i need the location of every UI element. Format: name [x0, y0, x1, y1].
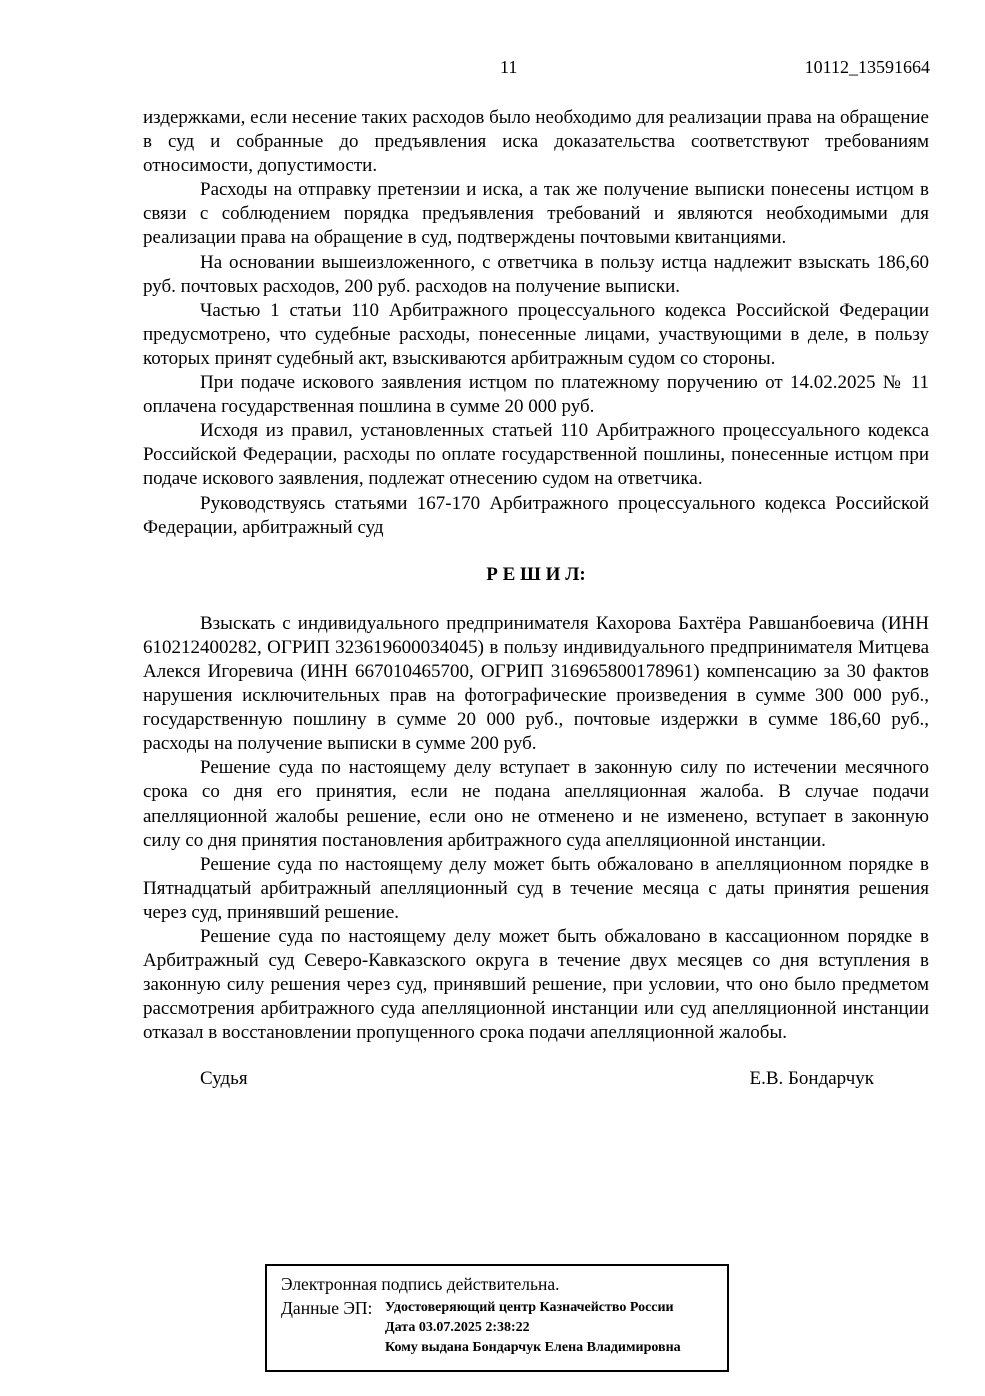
stamp-data-row: [281, 1298, 715, 1358]
page-number: 11: [500, 57, 518, 77]
resolution-heading: Р Е Ш И Л:: [486, 563, 586, 585]
electronic-signature-stamp: [265, 1264, 729, 1372]
body-paragraph-postal-expenses: Расходы на отправку претензии и иска, а так же получение выписки понесены истцом в связи с соблюдением порядка предъявления требований и являются необходимыми для реализации права на обращение в суд, подтверждены почтовыми квитанциями.: [143, 179, 929, 249]
judge-role-label: Судья: [200, 1068, 248, 1090]
stamp-issued-to: Кому выдана Бондарчук Елена Владимировна: [385, 1340, 681, 1355]
stamp-details: [385, 1298, 681, 1358]
body-paragraph-duty-allocation: Исходя из правил, установленных статьей 110 Арбитражного процессуального кодекса Российской Федерации, расходы по оплате государственной пошлины, понесенные истцом при подаче искового заявления, подлежат отнесению судом на ответчика.: [143, 420, 929, 490]
body-paragraph-article-110-part-1: Частью 1 статьи 110 Арбитражного процессуального кодекса Российской Федерации предусмотрено, что судебные расходы, понесенные лицами, участвующими в деле, в пользу которых принят судебный акт, взыскиваются арбитражным судом со стороны.: [143, 299, 929, 369]
body-paragraph-guided-by-articles: Руководствуясь статьями 167-170 Арбитражного процессуального кодекса Российской Федерации, арбитражный суд: [143, 492, 929, 538]
resolution-paragraph-entry-into-force: Решение суда по настоящему делу вступает в законную силу по истечении месячного срока со дня его принятия, если не подана апелляционная жалоба. В случае подачи апелляционной жалобы решение, если оно не отменено и не изменено, вступает в законную силу со дня принятия постановления арбитражного суда апелляционной инстанции.: [143, 757, 929, 851]
body-paragraph-recovery-basis: На основании вышеизложенного, с ответчика в пользу истца надлежит взыскать 186,60 руб. почтовых расходов, 200 руб. расходов на получение выписки.: [143, 251, 929, 297]
body-paragraph-state-duty-payment: При подаче искового заявления истцом по платежному поручению от 14.02.2025 № 11 оплачена государственная пошлина в сумме 20 000 руб.: [143, 372, 929, 418]
stamp-certificate-authority: Удостоверяющий центр Казначейство России: [385, 1300, 674, 1315]
stamp-validity-text: Электронная подпись действительна.: [281, 1274, 560, 1294]
body-paragraph-costs-continuation: издержками, если несение таких расходов было необходимо для реализации права на обращение в суд и собранные до предъявления иска доказательства соответствуют требованиям относимости, допустимости.: [143, 107, 929, 177]
document-body: [143, 106, 929, 1092]
resolution-paragraph-award: Взыскать с индивидуального предпринимателя Кахорова Бахтёра Равшанбоевича (ИНН 610212400282, ОГРИП 323619600034045) в пользу индивидуального предпринимателя Митцева Алекся Игоревича (ИНН 667010465700, ОГРИП 316965800178961) компенсацию за 30 фактов нарушения исключительных прав на фотографические произведения в сумме 300 000 руб., государственную пошлину в сумме 20 000 руб., почтовые издержки в сумме 186,60 руб., расходы на получение выписки в сумме 200 руб.: [143, 612, 929, 755]
resolution-paragraph-cassation-procedure: Решение суда по настоящему делу может быть обжаловано в кассационном порядке в Арбитражный суд Северо-Кавказского округа в течение двух месяцев со дня вступления в законную силу решения через суд, принявший решение, при условии, что оно было предметом рассмотрения арбитражного суда апелляционной инстанции или суд апелляционной инстанции отказал в восстановлении пропущенного срока подачи апелляционной жалобы.: [143, 926, 929, 1044]
document-id: 10112_13591664: [804, 57, 930, 77]
resolution-paragraph-appeal-procedure: Решение суда по настоящему делу может быть обжаловано в апелляционном порядке в Пятнадцатый арбитражный апелляционный суд в течение месяца с даты принятия решения через суд, принявший решение.: [143, 853, 929, 923]
stamp-data-label: Данные ЭП:: [281, 1298, 373, 1318]
judge-name: Е.В. Бондарчук: [749, 1068, 874, 1090]
stamp-date: Дата 03.07.2025 2:38:22: [385, 1320, 530, 1335]
signature-line: [143, 1067, 929, 1091]
